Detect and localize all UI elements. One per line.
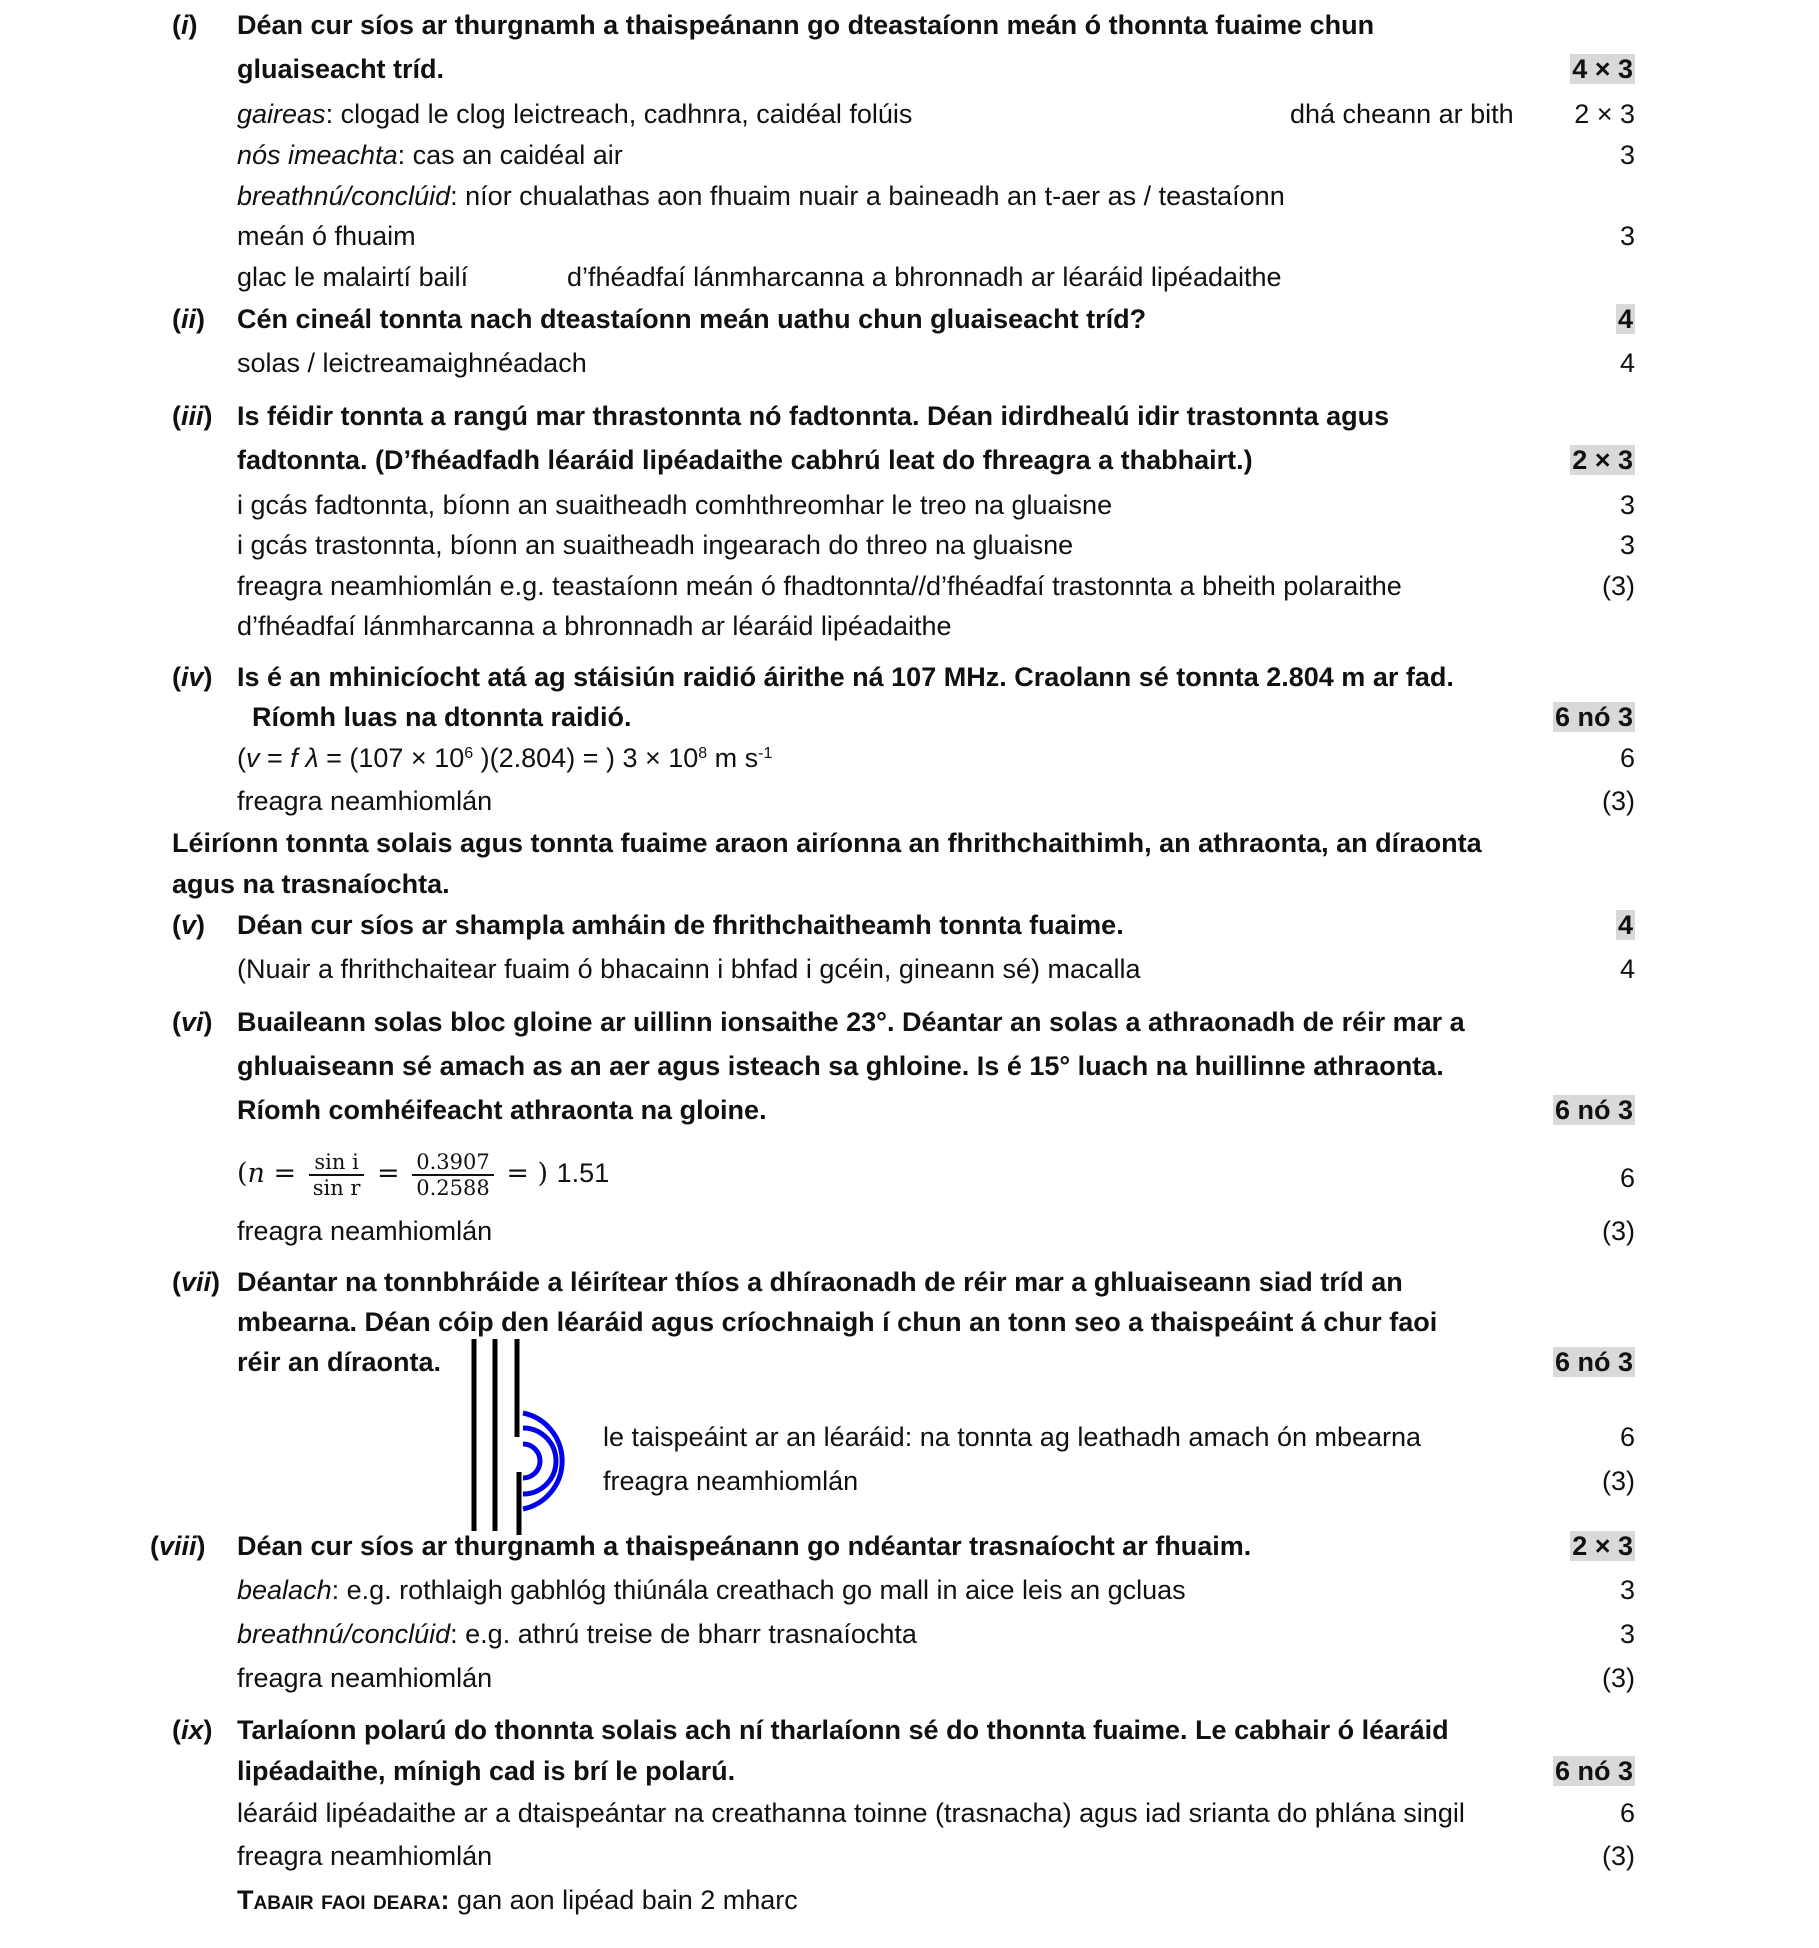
answer-v-mark: 4 <box>1619 954 1635 984</box>
question-vii-prompt-cont: mbearna. Déan cóip den léaráid agus críochnaigh í chun an tonn seo a thaispeáint á chur faoi <box>237 1307 1438 1337</box>
question-iii-prompt: Is féidir tonnta a rangú mar thrastonnta nó fadtonnta. Déan idirdhealú idir trastonnta agus <box>237 401 1390 431</box>
answer-ix-incomplete: freagra neamhiomlán <box>237 1841 493 1871</box>
answer-vii: le taispeáint ar an léaráid: na tonnta ag leathadh amach ón mbearna <box>603 1422 1422 1452</box>
answer-i-observation-mark: 3 <box>1619 221 1635 251</box>
question-vii-prompt: Déantar na tonnbhráide a léirítear thíos a dhíraonadh de réir mar a ghluaiseann siad tríd an <box>237 1267 1403 1297</box>
question-iv-mark: 6 nó 3 <box>1554 702 1633 732</box>
question-ii-mark: 4 <box>1617 304 1633 334</box>
question-number-i: (i) <box>172 10 198 40</box>
fraction-sin-ratio: $\frac{\text{sin i}}{\text{sin r}}$ <box>309 1150 365 1200</box>
question-number-iv: (iv) <box>172 662 213 692</box>
question-i-mark: 4 × 3 <box>1572 54 1633 84</box>
answer-iv-equation: (v = f $\lambda = (107 \times 10^6$ )(2.804) = ) $3 \times 10^8$ m $s^{-1}$ <box>237 743 773 773</box>
question-i-prompt-cont: gluaiseacht tríd. <box>237 54 445 84</box>
answer-iii-incomplete: freagra neamhiomlán e.g. teastaíonn meán ó fhadtonnta//d’fhéadfaí trastonnta a bheith polaraithe <box>237 571 1402 601</box>
answer-viii-observation-mark: 3 <box>1619 1619 1635 1649</box>
answer-i-apparatus: gaireas: clogad le clog leictreach, cadhnra, caidéal folúis <box>237 99 913 129</box>
answer-i-apparatus-note: dhá cheann ar bith <box>1290 99 1514 129</box>
answer-iv-equation-mark: 6 <box>1619 743 1635 773</box>
answer-iii-longitudinal: i gcás fadtonnta, bíonn an suaitheadh comhthreomhar le treo na gluaisne <box>237 490 1113 520</box>
question-v-mark: 4 <box>1617 910 1633 940</box>
question-ix-prompt-cont: lipéadaithe, mínigh cad is brí le polarú. <box>237 1756 736 1786</box>
answer-vi-equation-mark: 6 <box>1619 1163 1635 1193</box>
answer-viii-incomplete-mark: (3) <box>1602 1663 1635 1693</box>
answer-v: (Nuair a fhrithchaitear fuaim ó bhacainn i bhfad i gcéin, gineann sé) macalla <box>237 954 1141 984</box>
diffracted-arc-1 <box>523 1444 540 1478</box>
question-number-iii: (iii) <box>172 401 213 431</box>
answer-vii-incomplete-mark: (3) <box>1602 1466 1635 1496</box>
answer-vi-incomplete-mark: (3) <box>1602 1216 1635 1246</box>
question-i-prompt: Déan cur síos ar thurgnamh a thaispeánann go dteastaíonn meán ó thonnta fuaime chun <box>237 10 1375 40</box>
question-ix-mark: 6 nó 3 <box>1554 1756 1633 1786</box>
question-vi-prompt-cont: ghluaiseann sé amach as an aer agus isteach sa ghloine. Is é 15° luach na huillinne athraonta. <box>237 1051 1444 1081</box>
question-number-v: (v) <box>172 910 206 940</box>
question-iv-prompt: Is é an mhinicíocht atá ag stáisiún raidió áirithe ná 107 MHz. Craolann sé tonnta 2.804 m ar fad. <box>237 662 1454 692</box>
answer-i-procedure: nós imeachta: cas an caidéal air <box>237 140 623 170</box>
answer-iii-longitudinal-mark: 3 <box>1619 490 1635 520</box>
question-number-viii: (viii) <box>150 1531 206 1561</box>
answer-iii-incomplete-mark: (3) <box>1602 571 1635 601</box>
answer-iii-note: d’fhéadfaí lánmharcanna a bhronnadh ar léaráid lipéadaithe <box>237 611 952 641</box>
question-number-ii: (ii) <box>172 304 206 334</box>
question-ix-prompt: Tarlaíonn polarú do thonnta solais ach ní tharlaíonn sé do thonnta fuaime. Le cabhair ó léaráid <box>237 1715 1449 1745</box>
diffraction-diagram <box>460 1335 600 1535</box>
section-intro: Léiríonn tonnta solais agus tonnta fuaime araon airíonna an fhrithchaithimh, an athraonta, an díraonta <box>172 828 1482 858</box>
answer-vi-incomplete: freagra neamhiomlán <box>237 1216 493 1246</box>
answer-i-procedure-mark: 3 <box>1619 140 1635 170</box>
question-vi-prompt: Buaileann solas bloc gloine ar uillinn ionsaithe 23°. Déantar an solas a athraonadh de réir mar a <box>237 1007 1465 1037</box>
answer-viii-incomplete: freagra neamhiomlán <box>237 1663 493 1693</box>
answer-iv-incomplete: freagra neamhiomlán <box>237 786 493 816</box>
answer-i-observation: breathnú/conclúid: níor chualathas aon fhuaim nuair a baineadh an t-aer as / teastaíonn <box>237 181 1285 211</box>
answer-vi-equation: (n = $\frac{\text{sin i}}{\text{sin r}}$ = $\frac{0.3907}{0.2588}$ = ) 1.51 <box>237 1149 610 1200</box>
answer-iii-transverse-mark: 3 <box>1619 530 1635 560</box>
question-vii-mark: 6 nó 3 <box>1554 1347 1633 1377</box>
answer-viii-method-mark: 3 <box>1619 1575 1635 1605</box>
question-iii-mark: 2 × 3 <box>1572 445 1633 475</box>
fraction-values: $\frac{0.3907}{0.2588}$ <box>412 1150 493 1200</box>
question-vi-prompt-cont2: Ríomh comhéifeacht athraonta na gloine. <box>237 1095 767 1125</box>
question-v-prompt: Déan cur síos ar shampla amháin de fhrithchaitheamh tonnta fuaime. <box>237 910 1124 940</box>
question-number-ix: (ix) <box>172 1715 213 1745</box>
answer-vii-incomplete: freagra neamhiomlán <box>603 1466 859 1496</box>
answer-ix-note: Tabair faoi deara: gan aon lipéad bain 2 mharc <box>237 1885 798 1915</box>
answer-i-alternatives-note: d’fhéadfaí lánmharcanna a bhronnadh ar léaráid lipéadaithe <box>567 262 1282 292</box>
question-viii-mark: 2 × 3 <box>1572 1531 1633 1561</box>
answer-viii-observation: breathnú/conclúid: e.g. athrú treise de bharr trasnaíochta <box>237 1619 917 1649</box>
question-ii-prompt: Cén cineál tonnta nach dteastaíonn meán uathu chun gluaiseacht tríd? <box>237 304 1147 334</box>
question-vii-prompt-cont2: réir an díraonta. <box>237 1347 442 1377</box>
question-iv-prompt-cont: Ríomh luas na dtonnta raidió. <box>252 702 632 732</box>
answer-ix-incomplete-mark: (3) <box>1602 1841 1635 1871</box>
answer-i-apparatus-mark: 2 × 3 <box>1574 99 1635 129</box>
question-number-vi: (vi) <box>172 1007 213 1037</box>
answer-ii: solas / leictreamaighnéadach <box>237 348 587 378</box>
answer-vii-mark: 6 <box>1619 1422 1635 1452</box>
answer-viii-method: bealach: e.g. rothlaigh gabhlóg thiúnála creathach go mall in aice leis an gcluas <box>237 1575 1186 1605</box>
answer-iv-incomplete-mark: (3) <box>1602 786 1635 816</box>
note-label: Tabair faoi deara: <box>237 1885 450 1915</box>
answer-i-observation-cont: meán ó fhuaim <box>237 221 416 251</box>
answer-ii-mark: 4 <box>1619 348 1635 378</box>
answer-ix-mark: 6 <box>1619 1798 1635 1828</box>
question-number-vii: (vii) <box>172 1267 221 1297</box>
section-intro-cont: agus na trasnaíochta. <box>172 869 450 899</box>
answer-iii-transverse: i gcás trastonnta, bíonn an suaitheadh ingearach do threo na gluaisne <box>237 530 1074 560</box>
answer-i-alternatives: glac le malairtí bailí <box>237 262 469 292</box>
question-viii-prompt: Déan cur síos ar thurgnamh a thaispeánann go ndéantar trasnaíocht ar fhuaim. <box>237 1531 1252 1561</box>
question-vi-mark: 6 nó 3 <box>1554 1095 1633 1125</box>
question-iii-prompt-cont: fadtonnta. (D’fhéadfadh léaráid lipéadaithe cabhrú leat do fhreagra a thabhairt.) <box>237 445 1253 475</box>
answer-ix: léaráid lipéadaithe ar a dtaispeántar na creathanna toinne (trasnacha) agus iad srianta do phlána singil <box>237 1798 1465 1828</box>
